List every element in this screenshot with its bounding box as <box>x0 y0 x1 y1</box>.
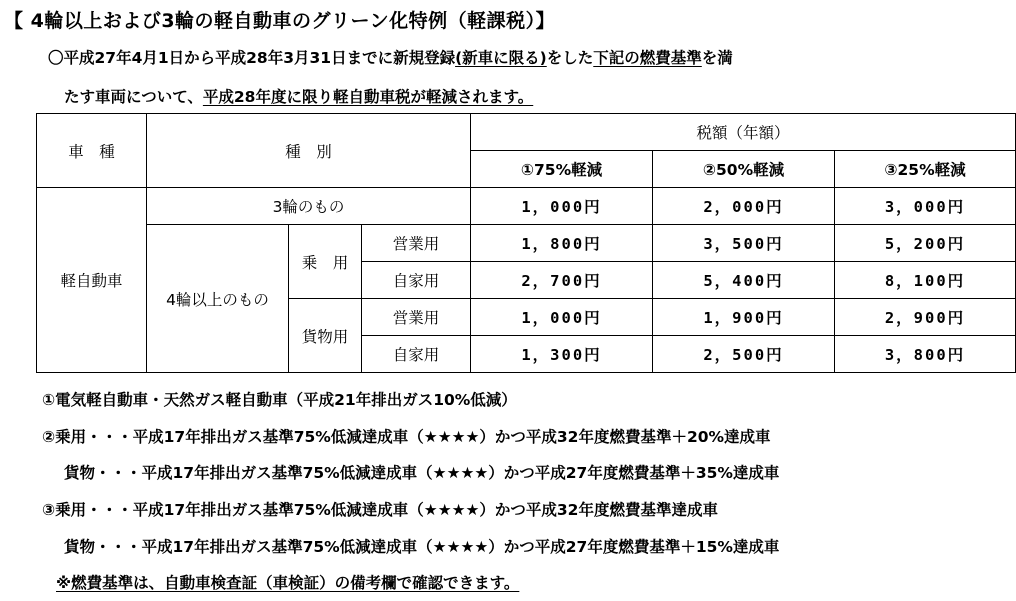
private-label: 自家用 <box>362 336 471 373</box>
table-cell: 5，200円 <box>835 225 1016 262</box>
table-cell: 3，500円 <box>653 225 835 262</box>
header-col-50: ②50%軽減 <box>653 151 835 188</box>
intro-text: をした <box>546 49 594 67</box>
table-cell: 2，000円 <box>653 188 835 225</box>
table-cell: 8，100円 <box>835 262 1016 299</box>
header-vehicle-type: 車 種 <box>37 114 147 188</box>
note-fuel-standard-check: ※燃費基準は、自動車検査証（車検証）の備考欄で確認できます。 <box>56 574 520 592</box>
header-col-75: ①75%軽減 <box>471 151 653 188</box>
tax-table <box>36 113 1016 373</box>
note-50-passenger: ②乗用・・・平成17年排出ガス基準75%低減達成車（★★★★）かつ平成32年度燃費基準＋20%達成車 <box>42 428 771 446</box>
cargo-label: 貨物用 <box>289 299 362 373</box>
header-col-25: ③25%軽減 <box>835 151 1016 188</box>
table-cell: 3，000円 <box>835 188 1016 225</box>
intro-text: たす車両について、 <box>64 88 203 106</box>
intro-text: を満 <box>701 49 733 67</box>
private-label: 自家用 <box>362 262 471 299</box>
vehicle-label: 軽自動車 <box>37 188 147 373</box>
table-cell: 2，500円 <box>653 336 835 373</box>
note-25-cargo: 貨物・・・平成17年排出ガス基準75%低減達成車（★★★★）かつ平成27年度燃費基準＋15%達成車 <box>64 538 780 556</box>
table-cell: 1，000円 <box>471 188 653 225</box>
note-electric: ①電気軽自動車・天然ガス軽自動車（平成21年排出ガス10%低減） <box>42 391 517 409</box>
passenger-label: 乗 用 <box>289 225 362 299</box>
commercial-label: 営業用 <box>362 299 471 336</box>
commercial-label: 営業用 <box>362 225 471 262</box>
table-cell: 1，300円 <box>471 336 653 373</box>
four-wheel-label: 4輪以上のもの <box>147 225 289 373</box>
intro-line-2 <box>64 85 533 107</box>
intro-fuel-standard: 下記の燃費基準 <box>593 49 702 67</box>
page-title: 【 4輪以上および3輪の軽自動車のグリーン化特例（軽課税）】 <box>4 10 556 32</box>
table-cell: 1，800円 <box>471 225 653 262</box>
table-cell: 1，000円 <box>471 299 653 336</box>
intro-text: 〇平成27年4月1日から平成28年3月31日までに新規登録 <box>48 49 456 67</box>
intro-new-car-note: (新車に限る) <box>455 49 547 67</box>
header-tax-amount: 税額（年額） <box>471 114 1016 151</box>
header-category: 種 別 <box>147 114 471 188</box>
table-cell: 5，400円 <box>653 262 835 299</box>
intro-line-1 <box>48 46 733 68</box>
table-cell: 2，900円 <box>835 299 1016 336</box>
three-wheel-label: 3輪のもの <box>147 188 471 225</box>
table-cell: 2，700円 <box>471 262 653 299</box>
table-cell: 3，800円 <box>835 336 1016 373</box>
note-25-passenger: ③乗用・・・平成17年排出ガス基準75%低減達成車（★★★★）かつ平成32年度燃費基準達成車 <box>42 501 718 519</box>
intro-reduction-note: 平成28年度に限り軽自動車税が軽減されます。 <box>202 88 534 106</box>
note-50-cargo: 貨物・・・平成17年排出ガス基準75%低減達成車（★★★★）かつ平成27年度燃費基準＋35%達成車 <box>64 464 780 482</box>
table-cell: 1，900円 <box>653 299 835 336</box>
